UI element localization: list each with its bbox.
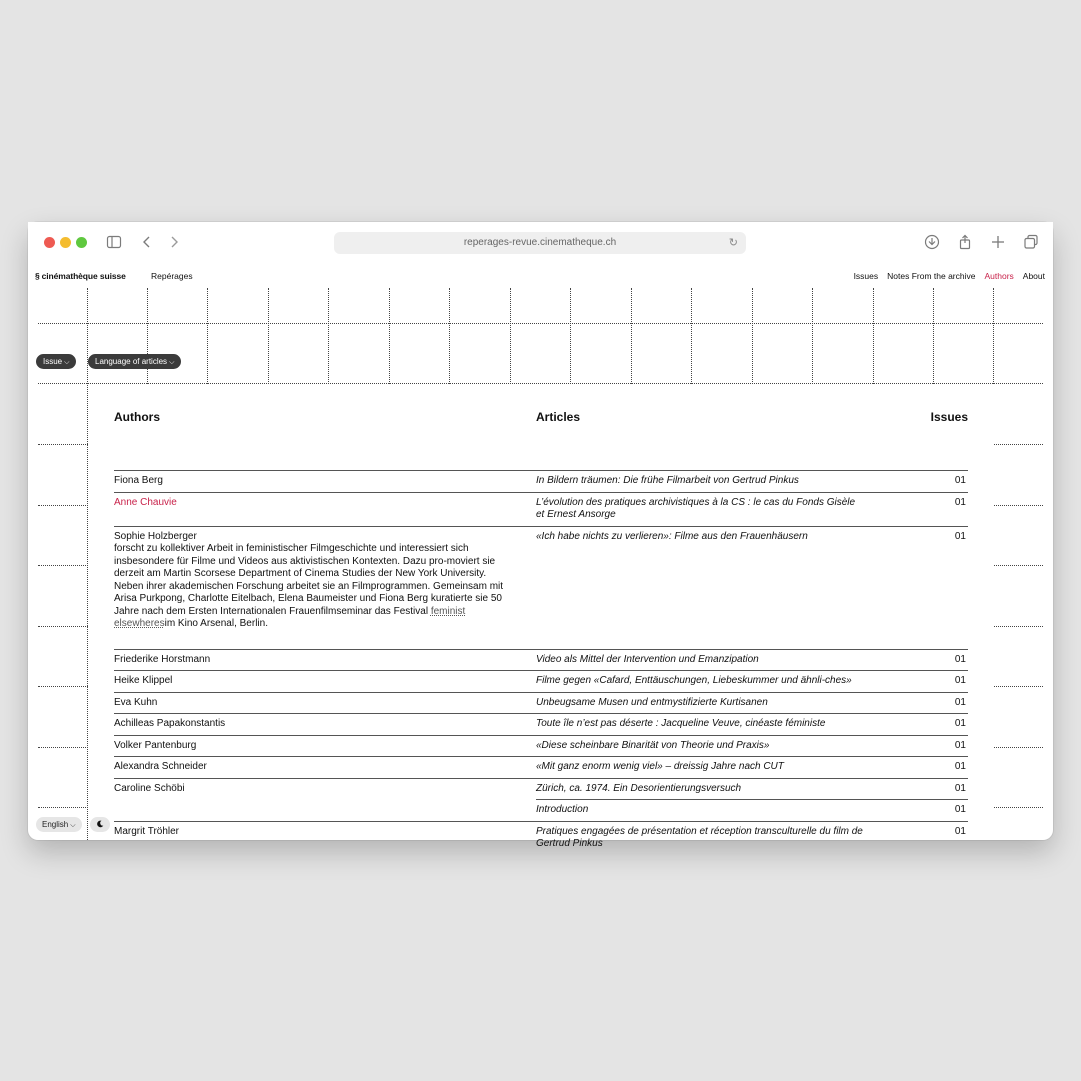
issue-number[interactable]: 01 bbox=[954, 475, 966, 486]
grid-line bbox=[268, 288, 269, 384]
grid-line bbox=[38, 626, 88, 627]
grid-line bbox=[631, 288, 632, 384]
language-filter-label: Language of articles bbox=[95, 357, 168, 366]
page-content bbox=[28, 264, 1053, 849]
author-bio-text: forscht zu kollektiver Arbeit in feministischer Filmgeschichte und interessiert sich insbesondere für Filme und Videos aus aktivistischen Kontexten. Dazu pro-moviert sie derzeit am Martin Scorsese Department of Cinema Studies der New York University. Neben ihrer akademischen Forschung arbeitet sie an Filmprogrammen. Gemeinsam mit Arisa Purkpong, Charlotte Eitelbach, Elena Baumeister und Fiona Berg kuratierte sie 50 Jahre nach dem Ersten Internationalen Frauenfilmseminar das Festival bbox=[114, 543, 504, 617]
language-switcher[interactable] bbox=[36, 817, 82, 832]
author-name[interactable]: Fiona Berg bbox=[114, 475, 163, 486]
table-row bbox=[114, 713, 968, 735]
url-text: reperages-revue.cinematheque.ch bbox=[463, 237, 617, 248]
author-name[interactable]: Achilleas Papakonstantis bbox=[114, 718, 226, 729]
share-icon[interactable] bbox=[957, 234, 973, 250]
author-name[interactable]: Caroline Schöbi bbox=[114, 782, 185, 794]
table-row bbox=[114, 492, 968, 526]
theme-toggle-button[interactable] bbox=[90, 817, 110, 832]
issue-number[interactable]: 01 bbox=[954, 761, 966, 772]
address-bar[interactable] bbox=[334, 232, 746, 254]
site-logo[interactable] bbox=[35, 271, 126, 281]
logo-text: cinémathèque suisse bbox=[41, 271, 126, 281]
issue-number[interactable]: 01 bbox=[954, 782, 966, 794]
table-row bbox=[114, 778, 968, 800]
tabs-icon[interactable] bbox=[1023, 234, 1039, 250]
grid-line bbox=[147, 288, 148, 384]
chevron-down-icon: ⌵ bbox=[64, 359, 70, 366]
author-entry-expanded bbox=[114, 531, 514, 631]
authors-panel bbox=[88, 384, 994, 849]
zoom-window-button[interactable] bbox=[76, 237, 87, 248]
article-link[interactable]: «Mit ganz enorm wenig viel» – dreissig Jahre nach CUT bbox=[536, 761, 784, 772]
issue-number[interactable]: 01 bbox=[954, 675, 966, 686]
article-link[interactable]: Toute île n’est pas déserte : Jacqueline Veuve, cinéaste féministe bbox=[536, 718, 826, 729]
author-name[interactable]: Alexandra Schneider bbox=[114, 761, 207, 772]
reload-icon[interactable]: ↻ bbox=[728, 237, 738, 249]
grid-line bbox=[38, 565, 88, 566]
issue-number[interactable]: 01 bbox=[954, 718, 966, 729]
authors-table bbox=[114, 470, 968, 855]
grid-line bbox=[994, 444, 1043, 445]
article-link[interactable]: Unbeugsame Musen und entmystifizierte Kurtisanen bbox=[536, 696, 768, 708]
grid-line bbox=[510, 288, 511, 384]
minimize-window-button[interactable] bbox=[60, 237, 71, 248]
author-name[interactable]: Anne Chauvie bbox=[114, 496, 177, 508]
article-link[interactable]: Filme gegen «Cafard, Enttäuschungen, Liebeskummer und ähnli-ches» bbox=[536, 675, 852, 686]
grid-line bbox=[570, 288, 571, 384]
new-tab-icon[interactable] bbox=[990, 234, 1006, 250]
issue-filter-label: Issue bbox=[43, 357, 63, 366]
grid-line bbox=[994, 747, 1043, 748]
feminist-elsewheres-link[interactable]: feminist elsewheres bbox=[114, 605, 466, 629]
grid-line bbox=[449, 288, 450, 384]
table-row bbox=[536, 799, 968, 821]
nav-authors[interactable]: Authors bbox=[984, 271, 1014, 281]
nav-notes-from-the-archive[interactable]: Notes From the archive bbox=[887, 271, 976, 281]
issue-number[interactable]: 01 bbox=[954, 696, 966, 708]
article-link[interactable]: Pratiques engagées de présentation et réception transculturelle du film de Gertrud Pinkus bbox=[536, 825, 863, 849]
article-link[interactable]: Zürich, ca. 1974. Ein Desorientierungsversuch bbox=[536, 782, 742, 794]
article-link[interactable]: L’évolution des pratiques archivistiques à la CS : le cas du Fonds Gisèle et Ernest Ansorge bbox=[536, 496, 856, 520]
browser-toolbar bbox=[28, 222, 1053, 264]
cinematheque-logo-icon: § bbox=[35, 271, 40, 281]
main-nav bbox=[854, 271, 1045, 281]
author-name[interactable]: Sophie Holzberger bbox=[114, 530, 197, 542]
chevron-down-icon: ⌵ bbox=[169, 359, 175, 366]
article-link[interactable]: Introduction bbox=[536, 804, 589, 815]
article-link[interactable]: «Ich habe nichts zu verlieren»: Filme aus den Frauenhäusern bbox=[536, 530, 808, 542]
grid-line bbox=[691, 288, 692, 384]
table-row bbox=[114, 692, 968, 714]
grid-line bbox=[994, 505, 1043, 506]
forward-icon[interactable] bbox=[166, 234, 182, 250]
author-name[interactable]: Volker Pantenburg bbox=[114, 739, 197, 751]
article-link[interactable]: Video als Mittel der Intervention und Emanzipation bbox=[536, 653, 759, 665]
nav-about[interactable]: About bbox=[1022, 271, 1045, 281]
grid-line bbox=[994, 626, 1043, 627]
grid-line bbox=[38, 323, 1043, 324]
sidebar-icon[interactable] bbox=[106, 234, 122, 250]
issue-number[interactable]: 01 bbox=[954, 825, 966, 837]
grid-line bbox=[328, 288, 329, 384]
table-row bbox=[114, 756, 968, 778]
moon-icon bbox=[96, 820, 104, 829]
table-row bbox=[114, 470, 968, 492]
browser-window bbox=[28, 222, 1053, 849]
table-row bbox=[114, 735, 968, 757]
back-icon[interactable] bbox=[139, 234, 155, 250]
close-window-button[interactable] bbox=[44, 237, 55, 248]
grid-line bbox=[207, 288, 208, 384]
table-row bbox=[114, 821, 968, 855]
grid-line bbox=[38, 747, 88, 748]
issue-number[interactable]: 01 bbox=[954, 804, 966, 815]
grid-line bbox=[389, 288, 390, 384]
grid-line bbox=[812, 288, 813, 384]
grid-line bbox=[994, 565, 1043, 566]
author-name[interactable]: Friederike Horstmann bbox=[114, 653, 211, 665]
article-link[interactable]: «Diese scheinbare Binarität von Theorie und Praxis» bbox=[536, 739, 770, 751]
chevron-down-icon: ⌵ bbox=[70, 822, 76, 829]
author-name[interactable]: Heike Klippel bbox=[114, 675, 173, 686]
issue-number[interactable]: 01 bbox=[954, 653, 966, 665]
articles-column-header: Articles bbox=[536, 410, 581, 424]
author-bio bbox=[114, 543, 514, 631]
issue-number[interactable]: 01 bbox=[954, 530, 966, 542]
issues-column-header: Issues bbox=[930, 410, 968, 424]
grid-line bbox=[933, 288, 934, 384]
issue-number[interactable]: 01 bbox=[954, 739, 966, 751]
article-link[interactable]: In Bildern träumen: Die frühe Filmarbeit von Gertrud Pinkus bbox=[536, 475, 799, 486]
table-row bbox=[114, 670, 968, 692]
language-switcher-label: English bbox=[42, 820, 69, 829]
table-row bbox=[114, 526, 968, 649]
author-name[interactable]: Margrit Tröhler bbox=[114, 825, 180, 837]
grid-line bbox=[994, 807, 1043, 808]
author-bio-text-end: im Kino Arsenal, Berlin. bbox=[164, 618, 268, 629]
grid-line bbox=[38, 807, 88, 808]
language-filter-button[interactable] bbox=[88, 354, 181, 369]
author-name[interactable]: Eva Kuhn bbox=[114, 696, 158, 708]
issue-filter-button[interactable] bbox=[36, 354, 76, 369]
section-link[interactable]: Repérages bbox=[151, 271, 193, 281]
grid-line bbox=[38, 686, 88, 687]
issue-number[interactable]: 01 bbox=[954, 496, 966, 508]
nav-issues[interactable]: Issues bbox=[853, 271, 879, 281]
table-row bbox=[114, 649, 968, 671]
grid-line bbox=[994, 686, 1043, 687]
grid-line bbox=[38, 505, 88, 506]
site-header bbox=[28, 264, 1053, 288]
grid-line bbox=[873, 288, 874, 384]
authors-column-header: Authors bbox=[114, 410, 160, 424]
grid-line bbox=[752, 288, 753, 384]
grid-line bbox=[38, 444, 88, 445]
download-icon[interactable] bbox=[924, 234, 940, 250]
